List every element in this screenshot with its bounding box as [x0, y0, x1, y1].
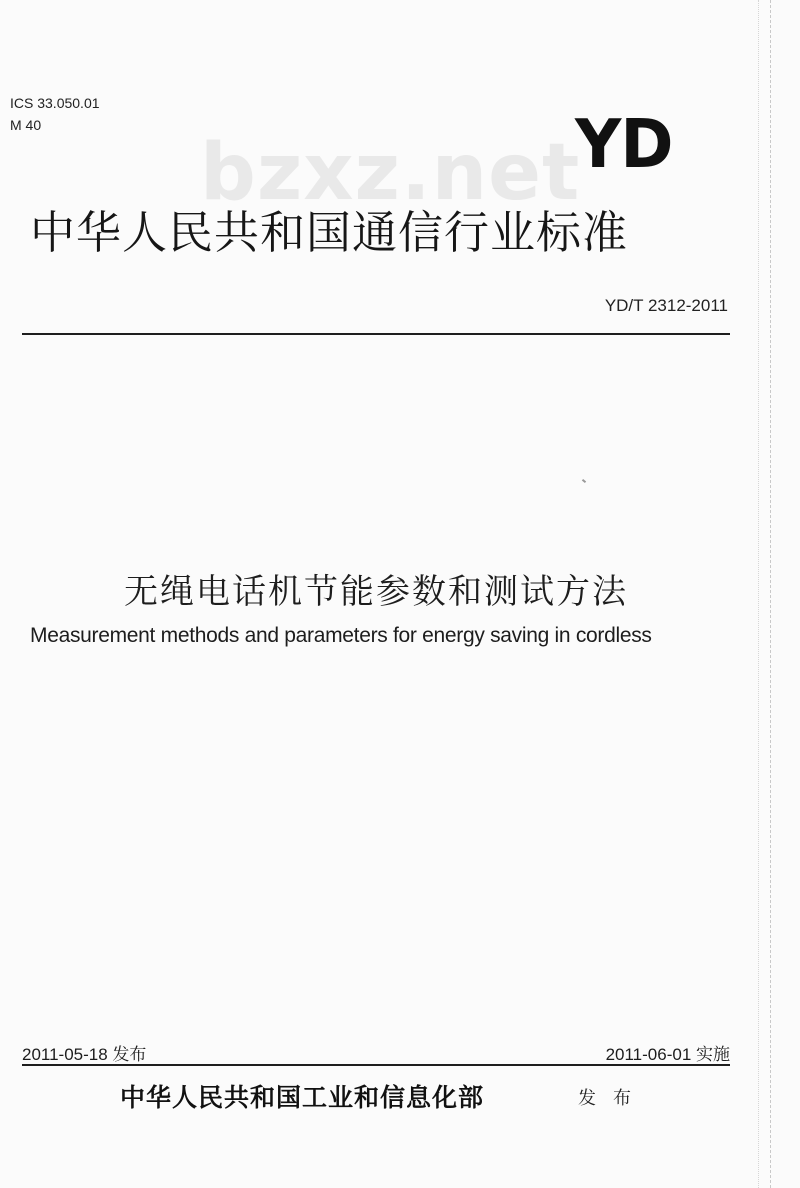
watermark: bzxz.net	[200, 128, 581, 218]
scan-edge-mark	[770, 0, 774, 1188]
bottom-divider	[22, 1064, 730, 1066]
top-divider	[22, 333, 730, 335]
publish-label: 发 布	[578, 1088, 638, 1108]
scan-edge-mark	[758, 0, 760, 1188]
ics-code: ICS 33.050.01	[10, 95, 100, 111]
scan-speck	[582, 479, 586, 483]
standard-category-title: 中华人民共和国通信行业标准	[30, 206, 629, 259]
publisher-name: 中华人民共和国工业和信息化部	[120, 1083, 485, 1112]
document-title-cn: 无绳电话机节能参数和测试方法	[124, 572, 628, 612]
yd-logo: YD	[575, 106, 673, 184]
issue-date: 2011-05-18 发布	[22, 1045, 147, 1064]
document-title-en: Measurement methods and parameters for energy saving in cordless	[30, 624, 652, 647]
classification-codes	[10, 92, 100, 136]
effective-date: 2011-06-01 实施	[605, 1045, 730, 1064]
standard-number: YD/T 2312-2011	[604, 296, 728, 315]
ccs-code: M 40	[10, 117, 42, 133]
